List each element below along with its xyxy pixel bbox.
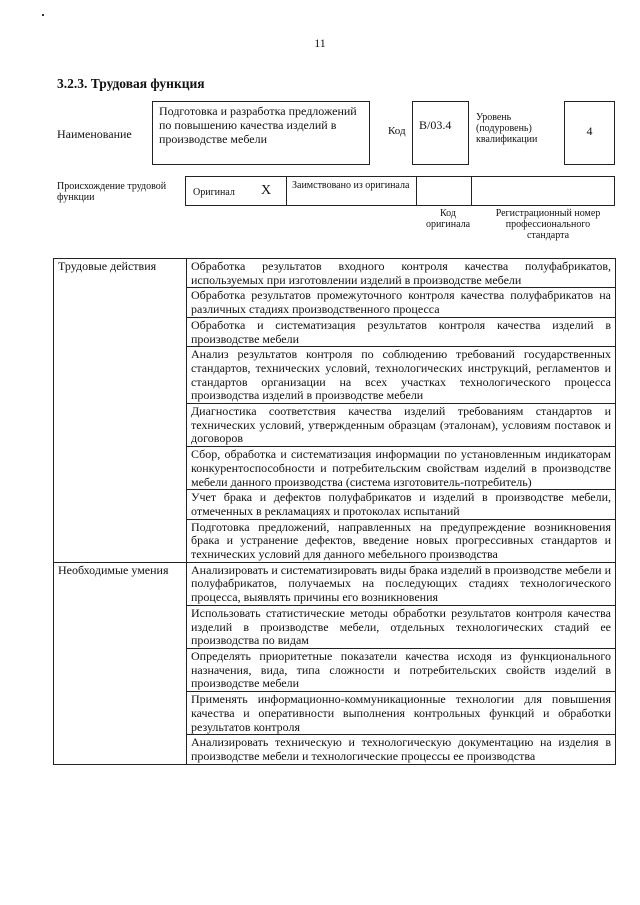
labor-action-item: Диагностика соответствия качества изделий требованиям стандартов и технических условий, утвержденным образцам (эталонам), условиям поставок и договоров	[187, 404, 616, 447]
table-row	[54, 259, 616, 288]
table-row	[54, 562, 616, 605]
labor-action-item: Сбор, обработка и систематизация информации по установленным индикаторам конкурентоспособности и потребительским свойствам изделий в производстве мебели данного производства (система изготовитель-потребитель)	[187, 447, 616, 490]
labor-action-item: Обработка и систематизация результатов контроля качества изделий в производстве мебели	[187, 317, 616, 346]
code-original-cell	[416, 176, 472, 206]
required-skills-label: Необходимые умения	[54, 562, 187, 764]
level-label: Уровень (подуровень) квалификации	[476, 112, 538, 145]
origin-label: Происхождение трудовой функции	[57, 181, 167, 203]
name-label: Наименование	[57, 127, 132, 141]
page-number: 11	[314, 36, 326, 50]
code-original-caption: Код оригинала	[425, 208, 471, 230]
origin-row	[185, 176, 616, 206]
reg-number-caption: Регистрационный номер профессионального стандарта	[495, 208, 601, 241]
original-cell	[185, 176, 287, 206]
level-value: 4	[564, 101, 615, 165]
borrowed-label: Заимствовано из оригинала	[292, 180, 410, 191]
labor-actions-label: Трудовые действия	[54, 259, 187, 563]
name-value: Подготовка и разработка предложений по повышению качества изделий в производстве мебели	[152, 101, 370, 165]
code-value: B/03.4	[412, 101, 469, 165]
labor-action-item: Анализ результатов контроля по соблюдению требований государственных стандартов, технических условий, технологических инструкций, регламентов и стандартов организации на всех участках технологического процесса производства изделий в производстве мебели	[187, 347, 616, 404]
original-mark: X	[261, 183, 272, 198]
skill-item: Анализировать и систематизировать виды брака изделий в производстве мебели и полуфабрикатов, получаемых на последующих стадиях технологического процесса, выявлять причины его возникновения	[187, 562, 616, 605]
skill-item: Анализировать техническую и технологическую документацию на изделия в производстве мебели и технологические процессы ее производства	[187, 735, 616, 764]
scan-dot	[42, 14, 44, 16]
labor-action-item: Учет брака и дефектов полуфабрикатов и изделий в производстве мебели, отмеченных в рекламациях и протоколах испытаний	[187, 490, 616, 519]
functions-table	[53, 258, 616, 765]
skill-item: Использовать статистические методы обработки результатов контроля качества изделий в производстве мебели, отдельных технологических стадий ее производства по видам	[187, 605, 616, 648]
original-label: Оригинал	[193, 187, 235, 198]
skill-item: Применять информационно-коммуникационные технологии для повышения качества и оперативности выполнения контрольных функций и обработки результатов контроля	[187, 692, 616, 735]
labor-action-item: Обработка результатов входного контроля качества полуфабрикатов, используемых при изготовлении изделий в производстве мебели	[187, 259, 616, 288]
section-title: 3.2.3. Трудовая функция	[57, 76, 205, 91]
reg-number-cell	[471, 176, 615, 206]
skill-item: Определять приоритетные показатели качества исходя из функционального назначения, вида, типа сложности и потребительских свойств изделий в производстве мебели	[187, 648, 616, 691]
code-label: Код	[388, 125, 406, 137]
labor-action-item: Обработка результатов промежуточного контроля качества полуфабрикатов на различных стадиях производственного процесса	[187, 288, 616, 317]
labor-action-item: Подготовка предложений, направленных на предупреждение возникновения брака и устранение дефектов, введение новых прогрессивных стандартов и технических условий для данного мебельного производства	[187, 519, 616, 562]
borrowed-cell	[286, 176, 417, 206]
